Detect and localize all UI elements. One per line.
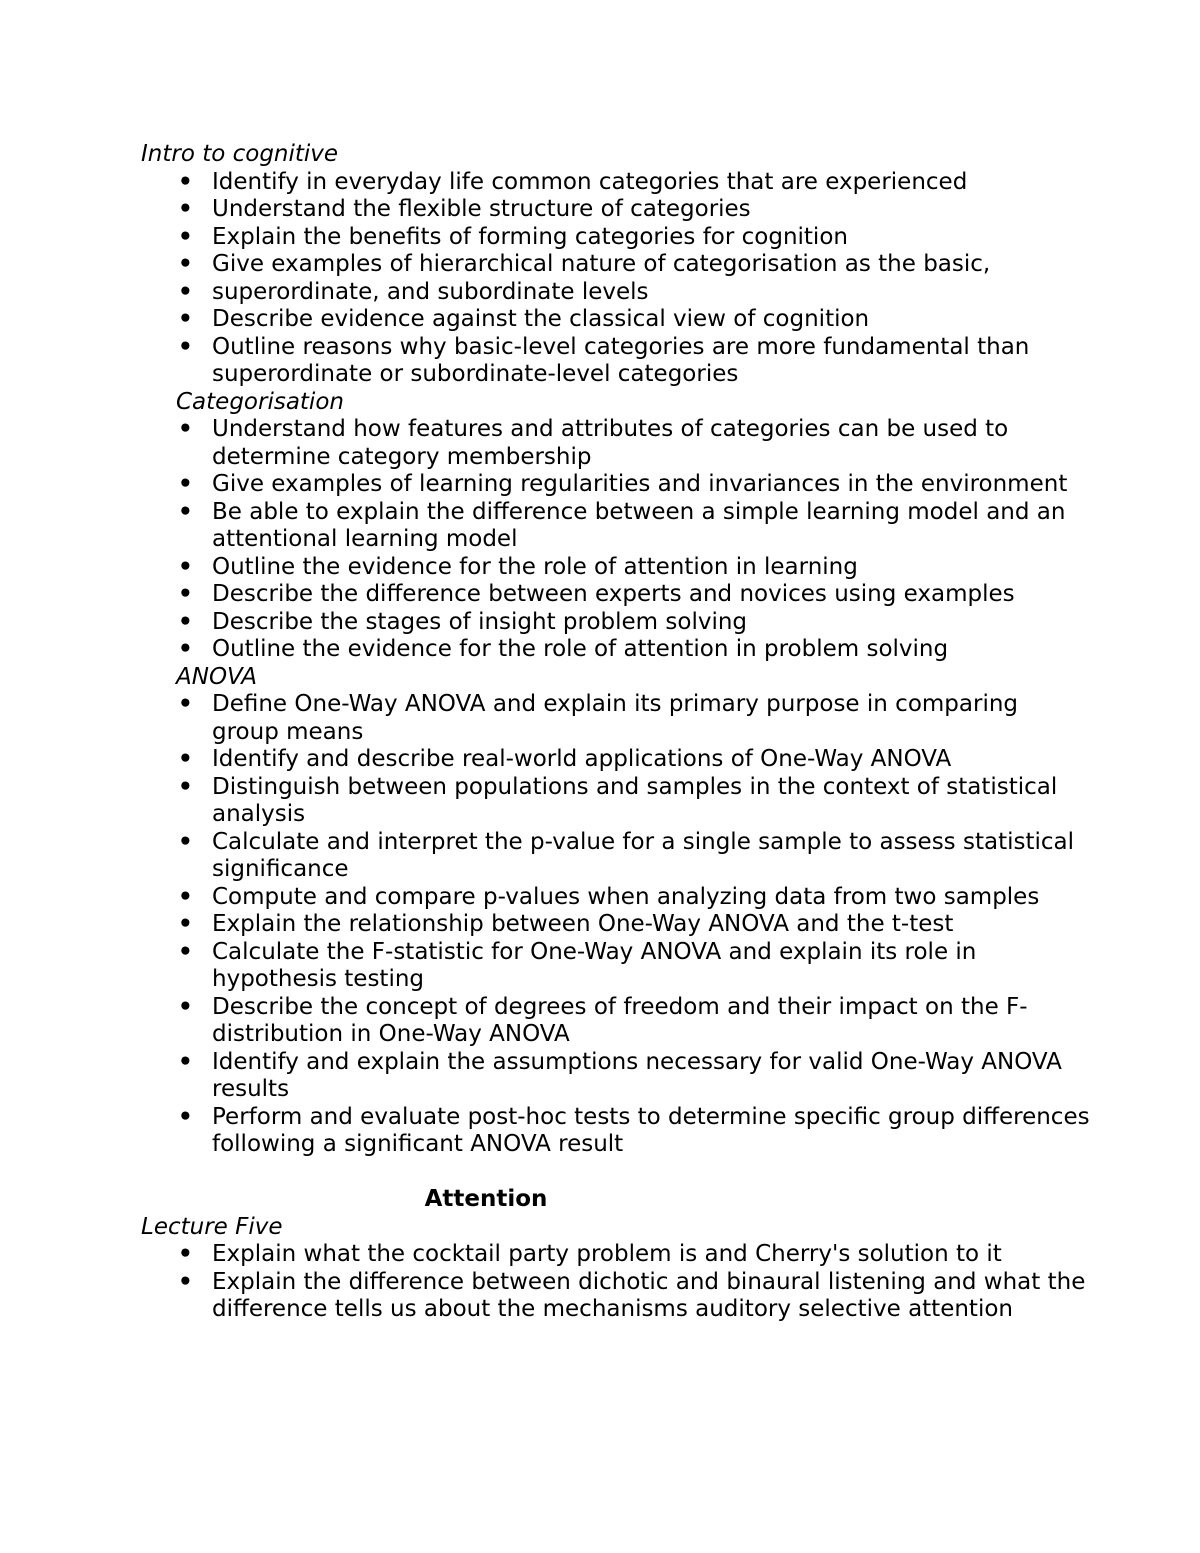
list-item: • Explain what the cocktail party problem is and Cherry's solution to it [178,1241,1002,1267]
list-item: • Calculate and interpret the p-value for a single sample to assess statistical significance [178,828,1074,882]
bullet-icon: • [178,938,193,965]
list-item: • Perform and evaluate post-hoc tests to determine specific group differences following a significant ANOVA result [178,1103,1090,1157]
list-item: • Describe the stages of insight problem solving [178,608,748,635]
bullet-icon: • [178,911,193,937]
list-item: • Identify in everyday life common categories that are experienced [178,168,968,195]
bullet-icon: • [178,1241,193,1267]
list-item: • Identify and explain the assumptions necessary for valid One-Way ANOVA results [178,1048,1062,1102]
list-item: • Understand how features and attributes of categories can be used to determine category membership [178,416,1009,470]
list-item: • Understand the flexible structure of categories [178,196,751,222]
list-item: • Give examples of hierarchical nature of categorisation as the basic, [178,251,991,277]
bullet-icon: • [178,636,193,662]
bullet-icon: • [178,306,193,332]
bullet-icon: • [178,1103,193,1130]
bullet-icon: • [178,498,193,525]
list-item: • Outline the evidence for the role of attention in learning [178,553,858,580]
objective-list [0,691,1092,1159]
bullet-icon: • [178,416,193,442]
bullet-icon: • [178,168,193,195]
bullet-icon: • [178,746,193,772]
list-item: • Distinguish between populations and samples in the context of statistical analysis [178,773,1058,827]
list-item: • Identify and describe real-world applications of One-Way ANOVA [178,746,952,772]
bullet-icon: • [178,691,193,717]
bullet-icon: • [178,278,193,305]
bullet-icon: • [178,773,193,800]
objective-list [0,1241,1092,1324]
page-title: Attention [424,1186,548,1212]
list-item: • Explain the relationship between One-Way ANOVA and the t-test [178,911,954,937]
section-heading: Categorisation [176,388,344,415]
section-intro [0,141,1092,1324]
bullet-icon: • [178,223,193,250]
blank-line [0,1159,1092,1187]
list-item: • Explain the difference between dichotic and binaural listening and what the difference tells us about the mechanisms auditory selective attention [178,1268,1086,1322]
bullet-icon: • [178,553,193,580]
objective-list [0,416,1092,664]
list-item: • Explain the benefits of forming categories for cognition [178,223,848,250]
list-item: • Outline the evidence for the role of attention in problem solving [178,636,949,662]
bullet-icon: • [178,608,193,635]
bullet-icon: • [178,828,193,855]
list-item: • Describe evidence against the classical view of cognition [178,306,870,332]
list-item: • Be able to explain the difference between a simple learning model and an attentional learning model [178,498,1066,552]
list-item: • Outline reasons why basic-level categories are more fundamental than superordinate or subordinate-level categories [178,333,1030,387]
objective-list [0,169,1092,389]
bullet-icon: • [178,333,193,360]
bullet-icon: • [178,993,193,1020]
list-item: • superordinate, and subordinate levels [178,278,649,305]
list-item: • Define One-Way ANOVA and explain its primary purpose in comparing group means [178,691,1019,745]
list-item: • Describe the concept of degrees of freedom and their impact on the F-distribution in One-Way ANOVA [178,993,1028,1047]
bullet-icon: • [178,1268,193,1295]
list-item: • Give examples of learning regularities and invariances in the environment [178,471,1068,497]
section-heading: Lecture Five [141,1213,283,1240]
list-item: • Calculate the F-statistic for One-Way ANOVA and explain its role in hypothesis testing [178,938,977,992]
bullet-icon: • [178,471,193,497]
bullet-icon: • [178,1048,193,1075]
bullet-icon: • [178,251,193,277]
section-heading: ANOVA [176,663,257,690]
section-heading: Intro to cognitive [141,141,339,167]
bullet-icon: • [178,883,193,910]
bullet-icon: • [178,196,193,222]
bullet-icon: • [178,581,193,607]
list-item: • Compute and compare p-values when analyzing data from two samples [178,883,1040,910]
list-item: • Describe the difference between experts and novices using examples [178,581,1015,607]
